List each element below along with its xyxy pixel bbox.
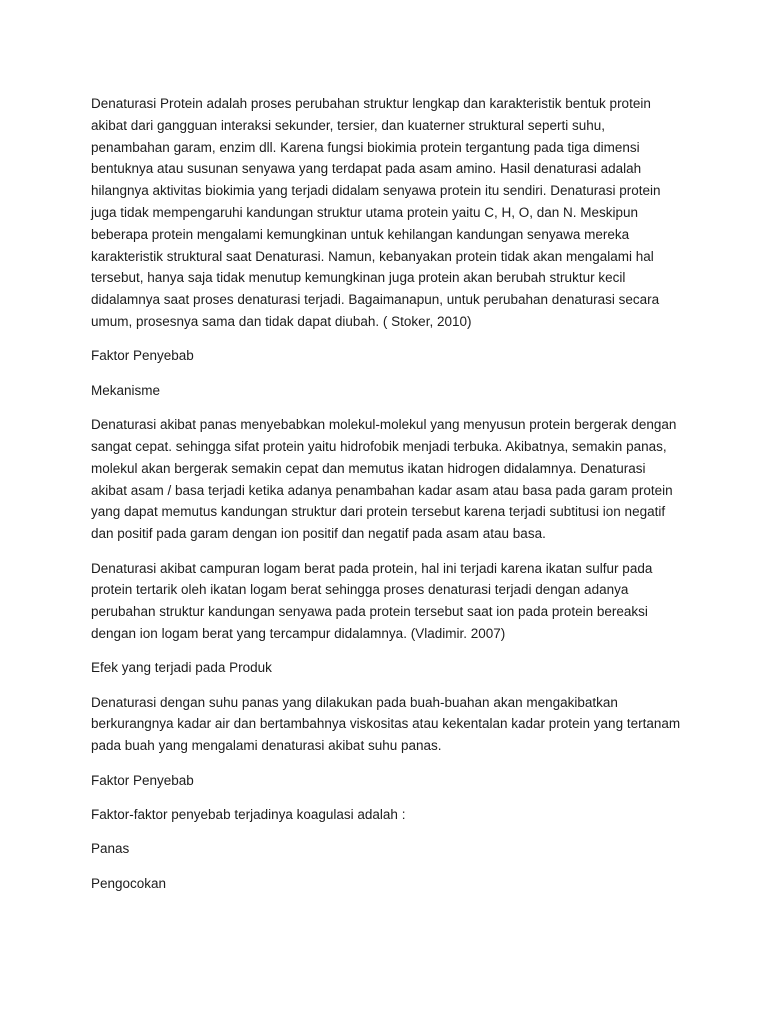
list-item-panas: Panas [91, 841, 130, 857]
paragraph-mekanisme-panas-asam: Denaturasi akibat panas menyebabkan molekul-molekul yang menyusun protein bergerak dengan sangat cepat. sehingga sifat protein yaitu hidrofobik menjadi terbuka. Akibatnya, semakin panas, molekul akan bergerak semakin cepat dan memutus ikatan hidrogen didalamnya. Denaturasi akibat asam / basa terjadi ketika adanya penambahan kadar asam atau basa pada garam protein yang dapat memutus kandungan struktur dari protein tersebut karena terjadi subtitusi ion negatif dan positif pada garam dengan ion positif dan negatif pada asam atau basa. [91, 417, 677, 542]
paragraph-intro: Denaturasi Protein adalah proses perubahan struktur lengkap dan karakteristik bentuk protein akibat dari gangguan interaksi sekunder, tersier, dan kuaterner struktural seperti suhu, penambahan garam, enzim dll. Karena fungsi biokimia protein tergantung pada tiga dimensi bentuknya atau susunan senyawa yang terdapat pada asam amino. Hasil denaturasi adalah hilangnya aktivitas biokimia yang terjadi didalam senyawa protein itu sendiri. Denaturasi protein juga tidak mempengaruhi kandungan struktur utama protein yaitu C, H, O, dan N. Meskipun beberapa protein mengalami kemungkinan untuk kehilangan kandungan senyawa mereka karakteristik struktural saat Denaturasi. Namun, kebanyakan protein tidak akan mengalami hal tersebut, hanya saja tidak menutup kemungkinan juga protein akan berubah struktur kecil didalamnya saat proses denaturasi terjadi. Bagaimanapun, untuk perubahan denaturasi secara umum, prosesnya sama dan tidak dapat diubah. ( Stoker, 2010) [91, 96, 661, 329]
heading-faktor-penyebab: Faktor Penyebab [91, 348, 194, 364]
paragraph-efek-produk: Denaturasi dengan suhu panas yang dilakukan pada buah-buahan akan mengakibatkan berkurangnya kadar air dan bertambahnya viskositas atau kekentalan kadar protein yang tertanam pada buah yang mengalami denaturasi akibat suhu panas. [91, 694, 681, 754]
paragraph-faktor-koagulasi: Faktor-faktor penyebab terjadinya koagulasi adalah : [91, 807, 406, 823]
heading-faktor-penyebab-2: Faktor Penyebab [91, 772, 194, 788]
heading-efek-produk: Efek yang terjadi pada Produk [91, 660, 272, 676]
document-body [91, 93, 683, 907]
paragraph-mekanisme-logam: Denaturasi akibat campuran logam berat pada protein, hal ini terjadi karena ikatan sulfur pada protein tertarik oleh ikatan logam berat sehingga proses denaturasi terjadi dengan adanya perubahan struktur kandungan senyawa pada protein tersebut saat ion pada protein bereaksi dengan ion logam berat yang tercampur didalamnya. (Vladimir. 2007) [91, 560, 653, 641]
list-item-pengocokan: Pengocokan [91, 875, 167, 891]
heading-mekanisme: Mekanisme [91, 382, 161, 398]
